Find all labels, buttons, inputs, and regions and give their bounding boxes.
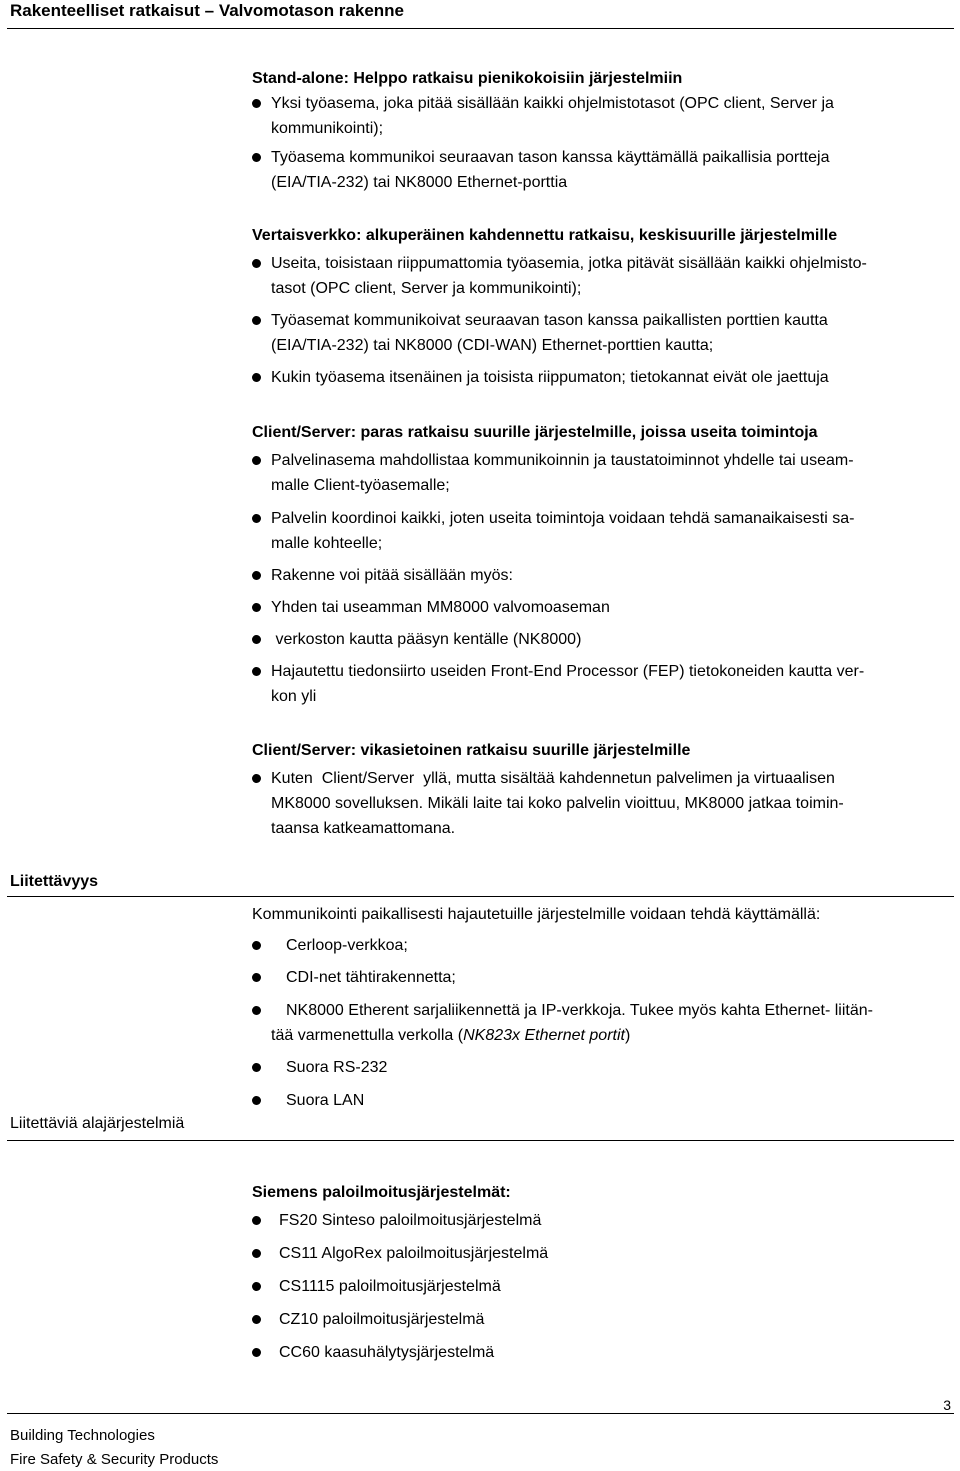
footer-division: Fire Safety & Security Products [10, 1451, 219, 1468]
bullet-icon [252, 456, 261, 465]
list-item: Hajautettu tiedonsiirto useiden Front-End Processor (FEP) tietokoneiden kautta ver- kon yli [252, 659, 948, 709]
bullet-icon [252, 1096, 261, 1105]
list-item: Palvelinasema mahdollistaa kommunikoinnin ja taustatoiminnot yhdelle tai useam- malle Client-työasemalle; [252, 448, 948, 498]
bullet-icon [252, 1315, 261, 1324]
bullet-icon [252, 1216, 261, 1225]
bullet-icon [252, 1282, 261, 1291]
bullet-icon [252, 1006, 261, 1015]
connectivity-intro: Kommunikointi paikallisesti hajautetuille järjestelmille voidaan tehdä käyttämällä: [252, 906, 821, 923]
list-item: CDI-net tähtirakennetta; [252, 965, 948, 990]
bullet-icon [252, 1063, 261, 1072]
bullet-icon [252, 774, 261, 783]
section-connectivity [252, 902, 948, 1113]
list-item: verkoston kautta pääsyn kentälle (NK8000) [252, 627, 948, 652]
bullet-icon [252, 316, 261, 325]
section-heading: Client/Server: paras ratkaisu suurille järjestelmille, joissa useita toimintoja [252, 424, 818, 441]
page-title: Rakenteelliset ratkaisut – Valvomotason rakenne [10, 1, 405, 20]
bullet-icon [252, 667, 261, 676]
bullet-icon [252, 514, 261, 523]
bullet-icon [252, 99, 261, 108]
list-item: Työasemat kommunikoivat seuraavan tason kanssa paikallisten porttien kautta (EIA/TIA-232) tai NK8000 (CDI-WAN) Ethernet-porttien kautta; [252, 308, 948, 358]
list-item: Yhden tai useamman MM8000 valvomoaseman [252, 595, 948, 620]
list-item: Kukin työasema itsenäinen ja toisista riippumaton; tietokannat eivät ole jaettuja [252, 365, 948, 390]
list-item: Yksi työasema, joka pitää sisällään kaikki ohjelmistotasot (OPC client, Server ja kommunikointi); [252, 91, 948, 141]
bullet-icon [252, 1249, 261, 1258]
section-heading: Siemens paloilmoitusjärjestelmät: [252, 1184, 511, 1201]
bullet-icon [252, 153, 261, 162]
list-item: Suora RS-232 [252, 1055, 948, 1080]
bullet-icon [252, 1348, 261, 1357]
bullet-icon [252, 941, 261, 950]
page-number: 3 [943, 1397, 951, 1413]
bullet-icon [252, 571, 261, 580]
list-item: Suora LAN [252, 1088, 948, 1113]
list-item: Useita, toisistaan riippumattomia työasemia, jotka pitävät sisällään kaikki ohjelmisto- tasot (OPC client, Server ja kommunikointi); [252, 251, 948, 301]
list-item: Cerloop-verkkoa; [252, 933, 948, 958]
footer-company: Building Technologies [10, 1427, 155, 1444]
section-fault-tolerant [252, 738, 948, 841]
bullet-icon [252, 973, 261, 982]
section-heading: Client/Server: vikasietoinen ratkaisu suurille järjestelmille [252, 742, 691, 759]
bullet-icon [252, 635, 261, 644]
bullet-icon [252, 259, 261, 268]
bullet-icon [252, 603, 261, 612]
list-item: Palvelin koordinoi kaikki, joten useita toimintoja voidaan tehdä samanaikaisesti sa- malle kohteelle; [252, 506, 948, 556]
bullet-icon [252, 373, 261, 382]
section-client-server [252, 420, 948, 709]
list-item: NK8000 Etherent sarjaliikennettä ja IP-verkkoja. Tukee myös kahta Ethernet- liitän- tää varmenettulla verkolla (NK823x Ethernet portit) [252, 998, 948, 1048]
section-standalone [252, 66, 948, 195]
subsystems-title: Liitettäviä alajärjestelmiä [10, 1115, 185, 1132]
list-item: CZ10 paloilmoitusjärjestelmä [252, 1307, 948, 1332]
section-divider [7, 1140, 954, 1141]
section-siemens [252, 1180, 948, 1365]
section-peer-network [252, 223, 948, 390]
section-divider [7, 896, 954, 897]
footer-divider [7, 1413, 954, 1414]
list-item: Kuten Client/Server yllä, mutta sisältää kahdennetun palvelimen ja virtuaalisen MK8000 sovelluksen. Mikäli laite tai koko palvelin vioittuu, MK8000 jatkaa toimin- taansa katkeamattomana. [252, 766, 948, 841]
connectivity-title: Liitettävyys [10, 873, 99, 890]
list-item: Rakenne voi pitää sisällään myös: [252, 563, 948, 588]
section-heading: Vertaisverkko: alkuperäinen kahdennettu ratkaisu, keskisuurille järjestelmille [252, 227, 838, 244]
list-item: CC60 kaasuhälytysjärjestelmä [252, 1340, 948, 1365]
section-heading: Stand-alone: Helppo ratkaisu pienikokoisiin järjestelmiin [252, 70, 683, 87]
list-item: CS1115 paloilmoitusjärjestelmä [252, 1274, 948, 1299]
list-item: Työasema kommunikoi seuraavan tason kanssa käyttämällä paikallisia portteja (EIA/TIA-232) tai NK8000 Ethernet-porttia [252, 145, 948, 195]
list-item: CS11 AlgoRex paloilmoitusjärjestelmä [252, 1241, 948, 1266]
list-item: FS20 Sinteso paloilmoitusjärjestelmä [252, 1208, 948, 1233]
header-divider [7, 28, 954, 29]
